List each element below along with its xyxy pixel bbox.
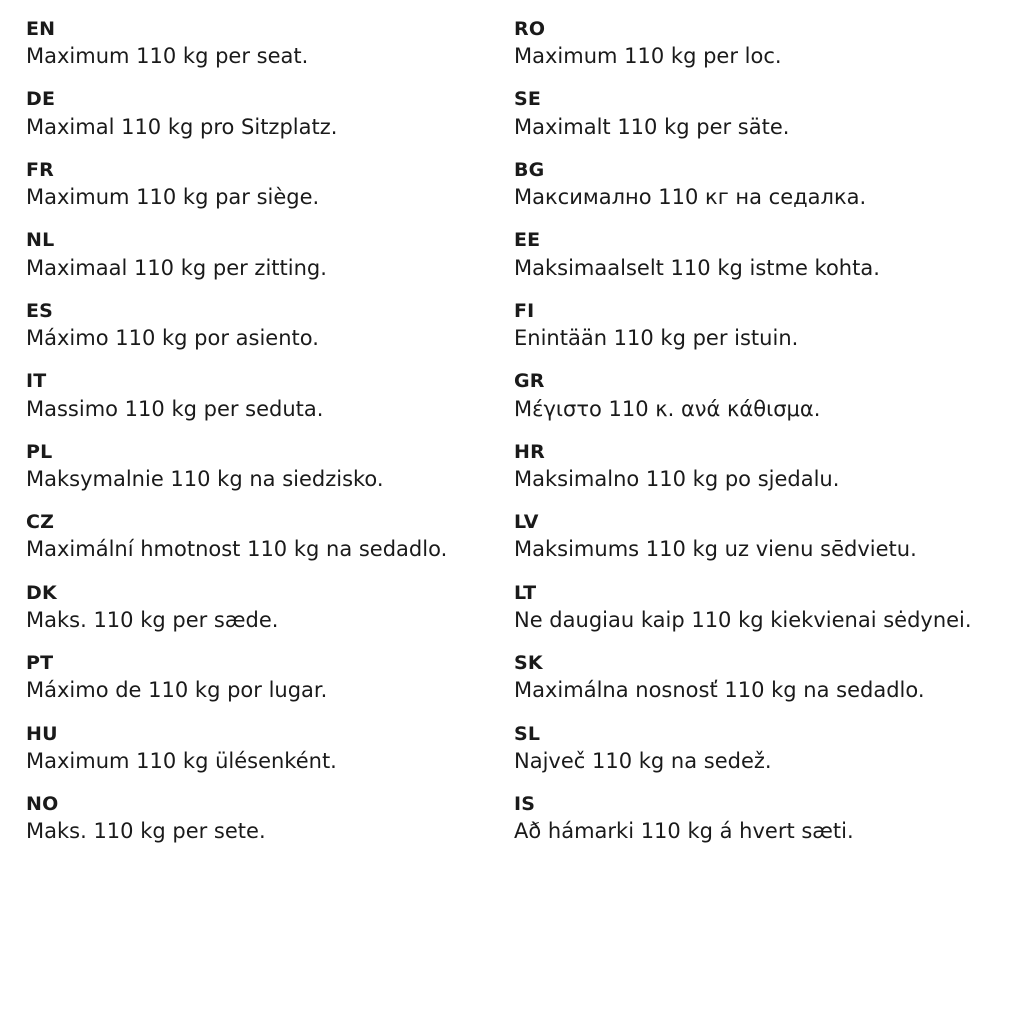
language-text: Maks. 110 kg per sete. <box>26 819 266 844</box>
language-code: HU <box>26 722 58 745</box>
language-code: FR <box>26 158 55 181</box>
language-code: NO <box>26 793 59 816</box>
language-columns <box>26 18 1002 1014</box>
language-text: Maximum 110 kg ülésenként. <box>26 748 337 773</box>
language-text: Maximální hmotnost 110 kg na sedadlo. <box>26 537 448 562</box>
language-text: Massimo 110 kg per seduta. <box>26 396 324 421</box>
language-text: Maximum 110 kg per seat. <box>26 44 309 69</box>
language-code: ES <box>26 299 54 322</box>
language-text: Máximo 110 kg por asiento. <box>26 326 319 351</box>
language-code: PL <box>26 440 53 463</box>
language-code: PT <box>26 652 54 675</box>
language-text: Maximaal 110 kg per zitting. <box>26 255 327 280</box>
right-language-column: RO Maximum 110 kg per loc. SE Maximalt 110 kg per säte. BG Максимално 110 кг на седалка. EE Maksimaalselt 110 kg istme kohta. FI Enintään 110 kg per istuin. GR Μέγιστο 110 κ. ανά κάθισμα. HR Maksimalno 110 kg po sjedalu. LV Maksimums 110 kg uz vienu sēdvietu. LT Ne daugiau kaip 110 kg kiekvienai sėdynei. SK Maximálna nosnosť 110 kg na sedadlo. SL Največ 110 kg na sedež. IS Að hámarki 110 kg á hvert sæti. <box>514 18 972 844</box>
language-text: Maximum 110 kg par siège. <box>26 185 320 210</box>
language-text: Máximo de 110 kg por lugar. <box>26 678 328 703</box>
language-text: Maksymalnie 110 kg na siedzisko. <box>26 466 384 491</box>
language-code: DE <box>26 88 56 111</box>
language-text: Maximal 110 kg pro Sitzplatz. <box>26 114 338 139</box>
language-code: IT <box>26 370 47 393</box>
language-text: Maks. 110 kg per sæde. <box>26 607 279 632</box>
language-code: DK <box>26 581 57 604</box>
language-code: NL <box>26 229 55 252</box>
language-code: CZ <box>26 511 55 534</box>
language-code: EN <box>26 18 56 40</box>
